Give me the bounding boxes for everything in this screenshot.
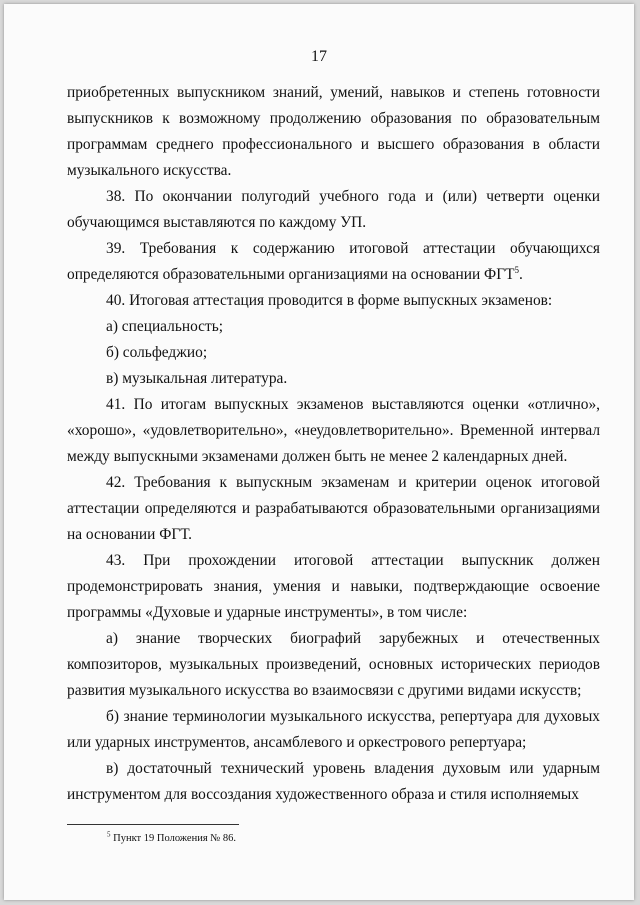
paragraph-39-end: . [519, 266, 523, 283]
document-page [4, 4, 634, 900]
footnote [107, 830, 237, 844]
footnote-separator [67, 824, 239, 825]
list-item: в) достаточный технический уровень владения духовым или ударным инструментом для воссоздания художественного образа и стиля исполняемых [67, 760, 600, 803]
page-number: 17 [311, 48, 327, 65]
paragraph-40: 40. Итоговая аттестация проводится в форме выпускных экзаменов: [106, 292, 553, 309]
paragraph-42: 42. Требования к выпускным экзаменам и критерии оценок итоговой аттестации определяются и разрабатываются образовательными организациями на основании ФГТ. [67, 474, 600, 543]
paragraph-39-text: 39. Требования к содержанию итоговой аттестации обучающихся определяются образовательными организациями на основании ФГТ [67, 240, 600, 283]
list-item: б) знание терминологии музыкального искусства, репертуара для духовых или ударных инструментов, ансамблевого и оркестрового репертуара; [67, 708, 600, 751]
list-item: в) музыкальная литература. [106, 370, 288, 387]
paragraph-43: 43. При прохождении итоговой аттестации выпускник должен продемонстрировать знания, умения и навыки, подтверждающие освоение программы «Духовые и ударные инструменты», в том числе: [67, 552, 600, 621]
list-item: а) специальность; [106, 318, 224, 335]
list-item: а) знание творческих биографий зарубежных и отечественных композиторов, музыкальных произведений, основных исторических периодов развития музыкального искусства во взаимосвязи с другими видами искусств; [67, 630, 600, 699]
footnote-marker: 5 [107, 830, 111, 839]
list-item: б) сольфеджио; [106, 344, 208, 361]
paragraph-continuation: приобретенных выпускником знаний, умений, навыков и степень готовности выпускников к возможному продолжению образования по образовательным программам среднего профессионального и высшего образования в области музыкального искусства. [67, 84, 600, 179]
footnote-reference[interactable]: 5 [514, 264, 519, 275]
footnote-text: Пункт 19 Положения № 86. [110, 833, 237, 844]
body-text [67, 80, 600, 808]
paragraph-38: 38. По окончании полугодий учебного года и (или) четверти оценки обучающимся выставляются по каждому УП. [67, 188, 600, 231]
paragraph-41: 41. По итогам выпускных экзаменов выставляются оценки «отлично», «хорошо», «удовлетворительно», «неудовлетворительно». Временной интервал между выпускными экзаменами должен быть не менее 2 календарных дней. [67, 396, 600, 465]
paragraph-39 [67, 236, 600, 288]
